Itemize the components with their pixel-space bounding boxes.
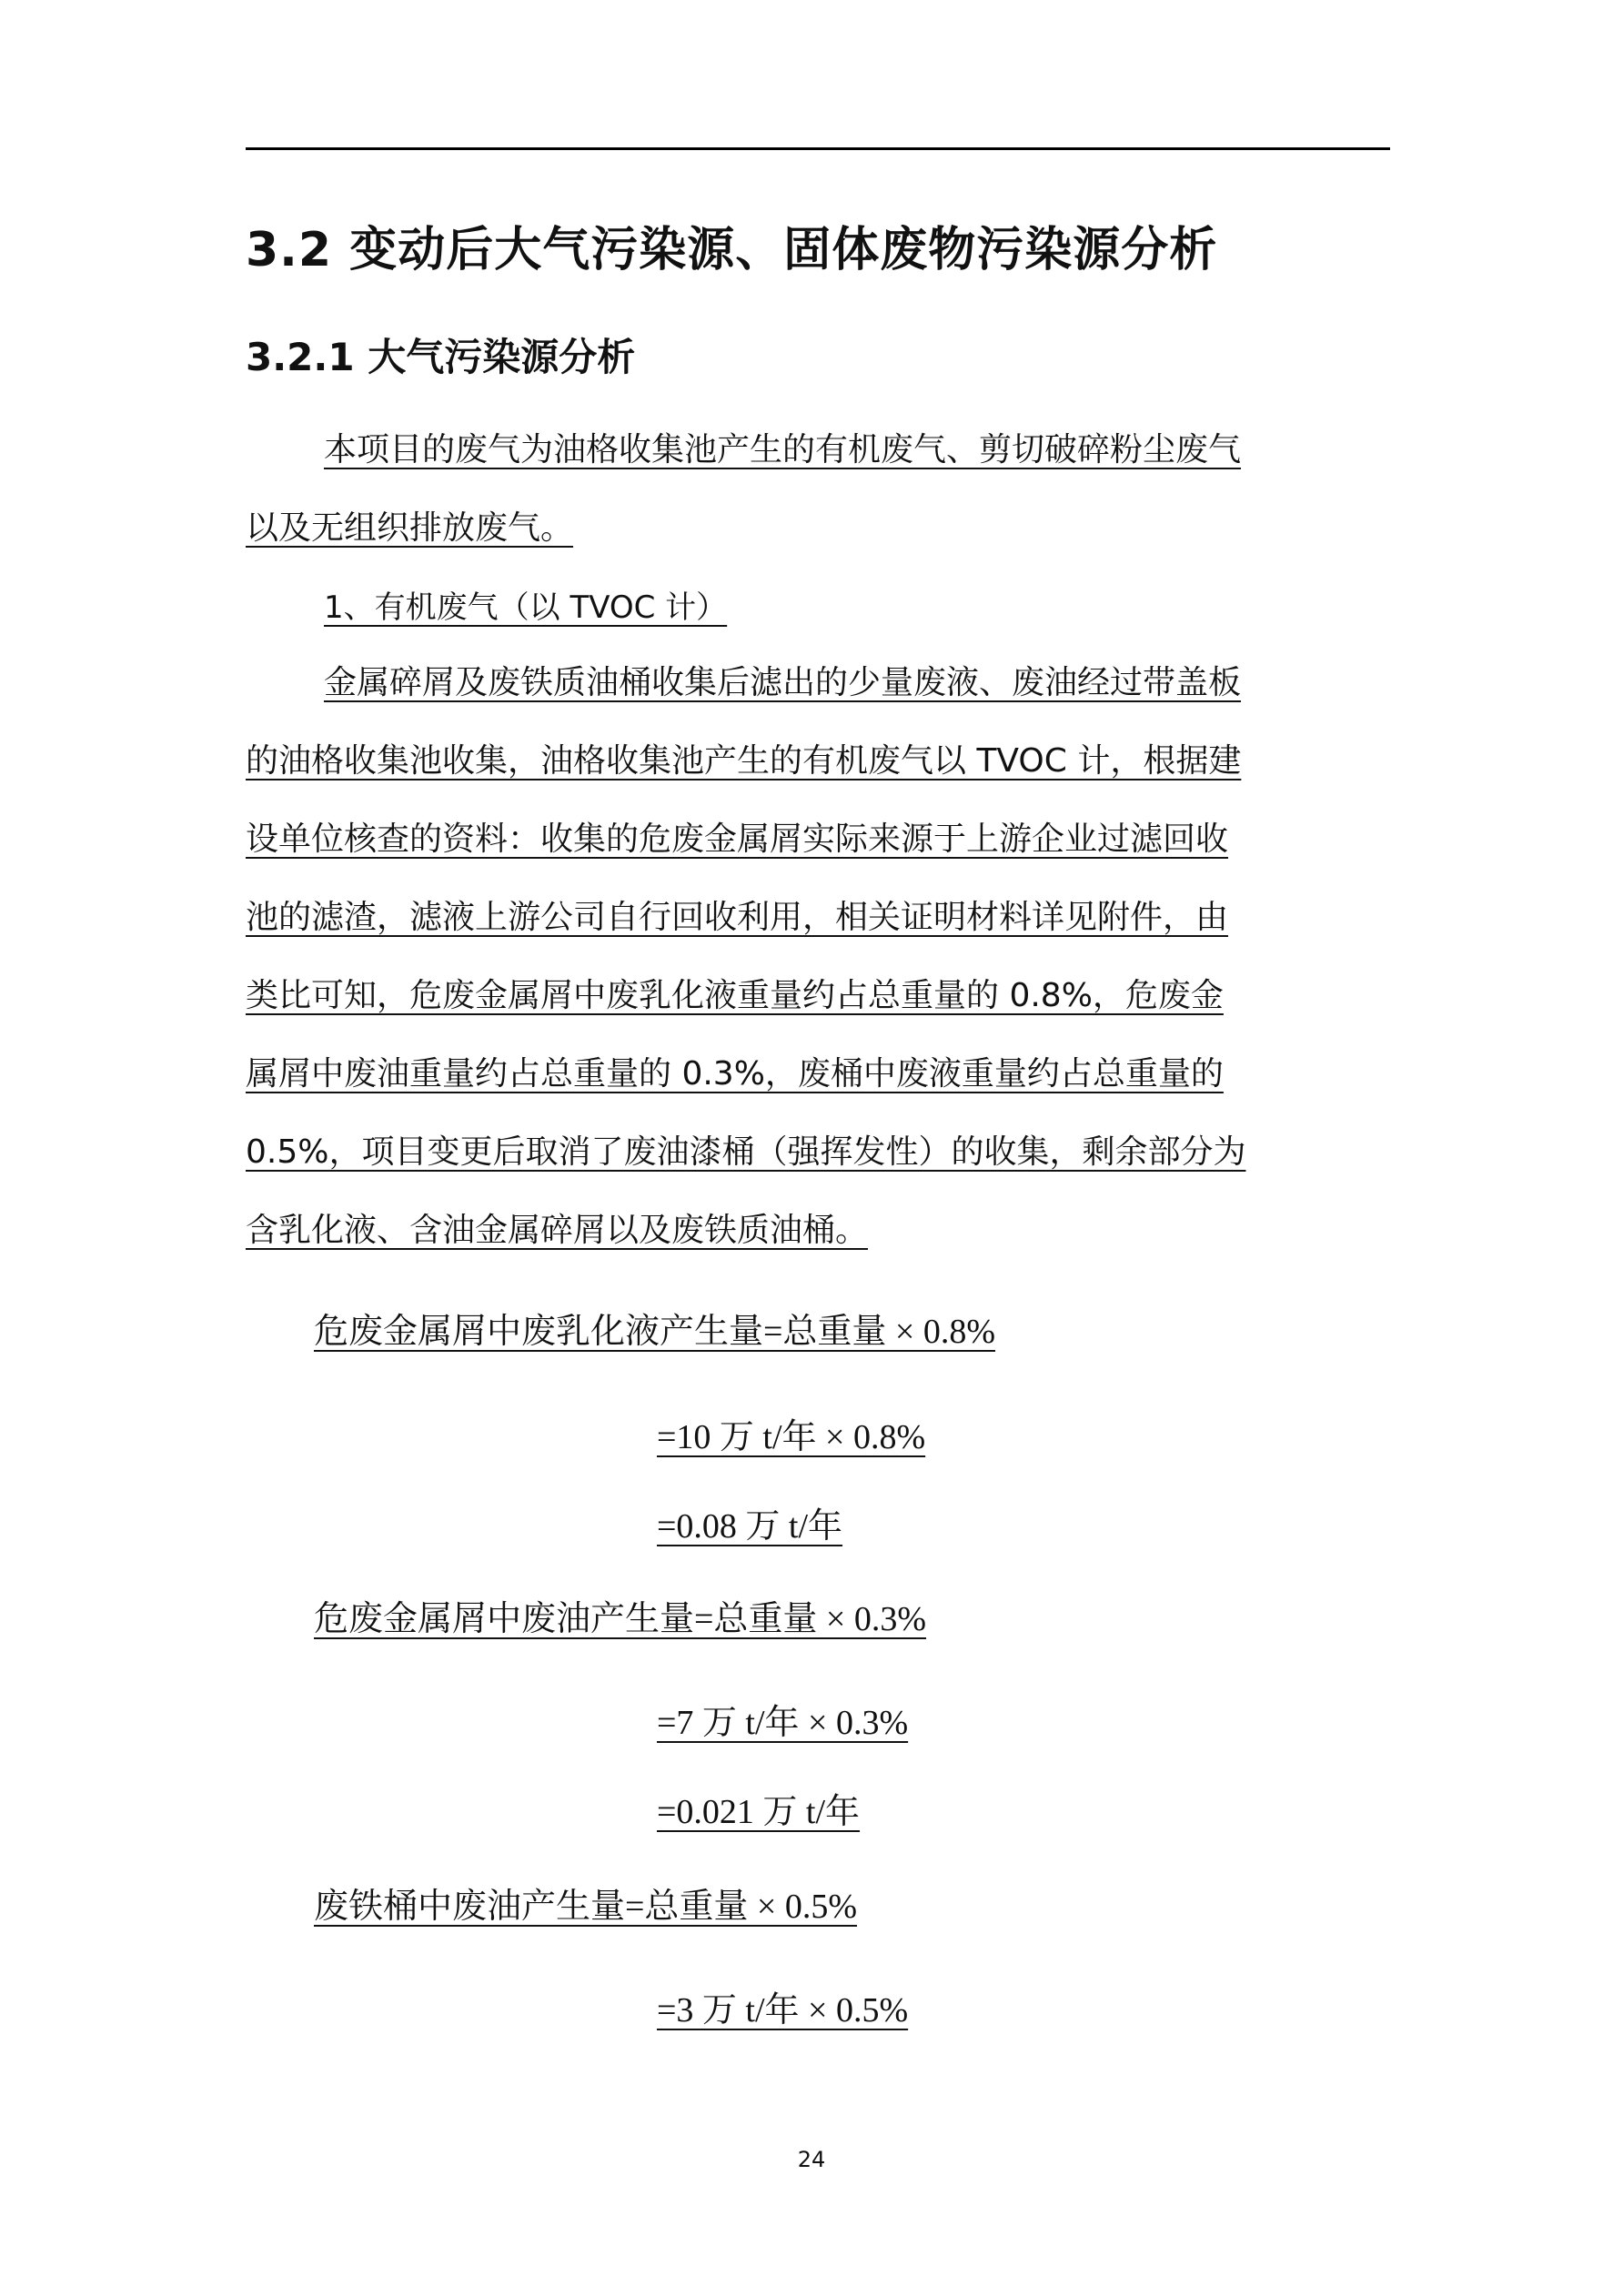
body-line: 金属碎屑及废铁质油桶收集后滤出的少量废液、废油经过带盖板 bbox=[324, 664, 1242, 701]
intro-paragraph bbox=[246, 411, 1390, 568]
formula-1-step: =10 万 t/年 × 0.8% bbox=[657, 1418, 926, 1456]
formula-2-step: =7 万 t/年 × 0.3% bbox=[657, 1704, 909, 1742]
intro-line: 本项目的废气为油格收集池产生的有机废气、剪切破碎粉尘废气 bbox=[324, 431, 1242, 468]
section-heading: 3.2 变动后大气污染源、固体废物污染源分析 bbox=[246, 223, 1218, 277]
body-line: 池的滤渣，滤液上游公司自行回收利用，相关证明材料详见附件，由 bbox=[246, 899, 1229, 936]
body-line: 含乳化液、含油金属碎屑以及废铁质油桶。 bbox=[246, 1212, 869, 1249]
formula-3-label: 废铁桶中废油产生量=总重量 × 0.5% bbox=[314, 1888, 858, 1926]
formula-2-result: =0.021 万 t/年 bbox=[657, 1793, 861, 1831]
body-line: 0.5%，项目变更后取消了废油漆桶（强挥发性）的收集，剩余部分为 bbox=[246, 1133, 1246, 1171]
body-line: 类比可知，危废金属屑中废乳化液重量约占总重量的 0.8%，危废金 bbox=[246, 977, 1224, 1014]
item-title: 1、有机废气（以 TVOC 计） bbox=[324, 589, 728, 626]
page-number: 24 bbox=[797, 2147, 826, 2172]
formula-2-label: 危废金属屑中废油产生量=总重量 × 0.3% bbox=[314, 1600, 927, 1638]
formula-1-label: 危废金属屑中废乳化液产生量=总重量 × 0.8% bbox=[314, 1313, 996, 1351]
formula-1-result: =0.08 万 t/年 bbox=[657, 1507, 843, 1546]
body-line: 设单位核查的资料：收集的危废金属屑实际来源于上游企业过滤回收 bbox=[246, 821, 1229, 858]
body-line: 属屑中废油重量约占总重量的 0.3%，废桶中废液重量约占总重量的 bbox=[246, 1055, 1224, 1093]
body-line: 的油格收集池收集，油格收集池产生的有机废气以 TVOC 计，根据建 bbox=[246, 742, 1242, 780]
body-paragraph bbox=[246, 644, 1390, 1270]
header-rule bbox=[246, 147, 1390, 150]
subsection-heading: 3.2.1 大气污染源分析 bbox=[246, 335, 636, 379]
formula-3-step: =3 万 t/年 × 0.5% bbox=[657, 1991, 909, 2029]
intro-line: 以及无组织排放废气。 bbox=[246, 509, 574, 547]
